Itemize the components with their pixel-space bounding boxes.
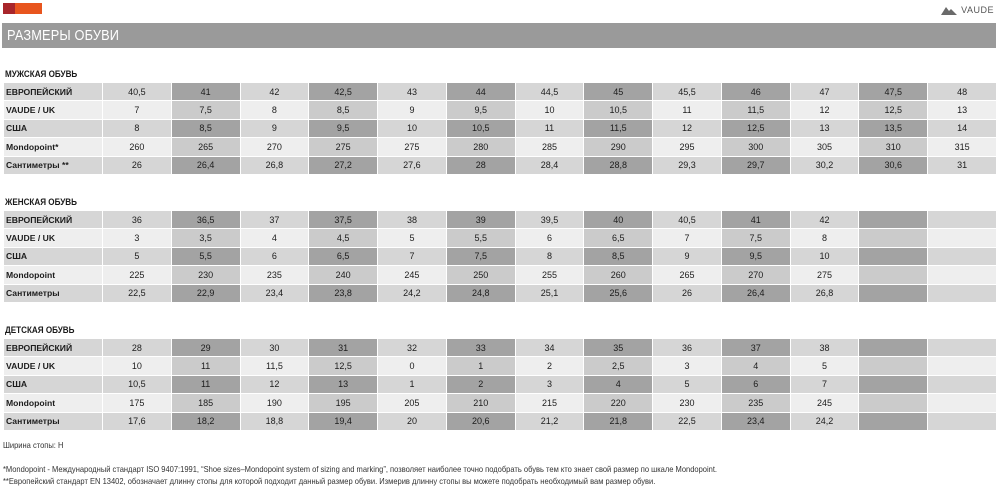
brand-swatch-orange [15,3,42,14]
size-cell: 45 [584,83,653,101]
size-cell: 36 [653,339,722,357]
size-cell: 8 [240,101,309,119]
table-row [4,229,997,247]
size-cell: 4 [584,375,653,393]
size-cell: 275 [790,266,859,284]
size-cell: 18,2 [171,412,240,430]
size-cell: 23,8 [309,284,378,302]
size-cell: 8,5 [584,247,653,265]
section-title-men: МУЖСКАЯ ОБУВЬ [5,69,78,79]
size-cell: 6,5 [584,229,653,247]
size-cell: 31 [928,156,997,174]
size-cell: 27,2 [309,156,378,174]
size-cell: 265 [171,138,240,156]
size-cell: 0 [378,357,447,375]
size-cell: 3 [515,375,584,393]
size-cell: 245 [378,266,447,284]
size-cell: 24,8 [446,284,515,302]
size-cell: 25,1 [515,284,584,302]
size-cell: 22,5 [653,412,722,430]
size-cell: 7,5 [721,229,790,247]
size-cell: 43 [378,83,447,101]
row-label: Сантиметры ** [4,156,103,174]
row-label: ЕВРОПЕЙСКИЙ [4,83,103,101]
size-cell: 8 [103,119,172,137]
page-title: РАЗМЕРЫ ОБУВИ [7,27,120,44]
size-cell: 42 [240,83,309,101]
size-cell: 26,4 [721,284,790,302]
table-row [4,247,997,265]
size-cell: 28 [446,156,515,174]
size-cell: 17,6 [103,412,172,430]
size-cell: 8 [515,247,584,265]
size-cell: 310 [859,138,928,156]
size-cell: 24,2 [378,284,447,302]
size-cell: 7,5 [446,247,515,265]
row-label: США [4,119,103,137]
table-row [4,284,997,302]
size-cell: 26 [653,284,722,302]
table-row [4,357,997,375]
brand-swatch-dark [3,3,15,14]
size-cell: 11 [171,375,240,393]
size-cell: 300 [721,138,790,156]
size-cell: 260 [584,266,653,284]
size-cell: 37 [721,339,790,357]
row-label: ЕВРОПЕЙСКИЙ [4,339,103,357]
size-cell: 19,4 [309,412,378,430]
table-row [4,138,997,156]
size-cell: 9 [240,119,309,137]
size-cell: 305 [790,138,859,156]
size-cell: 8,5 [171,119,240,137]
size-cell: 10,5 [446,119,515,137]
size-cell: 195 [309,394,378,412]
size-cell: 13 [928,101,997,119]
size-cell: 44 [446,83,515,101]
size-cell: 5,5 [446,229,515,247]
size-cell: 7 [653,229,722,247]
size-cell: 30,6 [859,156,928,174]
size-cell: 41 [721,211,790,229]
size-cell: 6 [240,247,309,265]
size-cell: 40 [584,211,653,229]
size-cell: 18,8 [240,412,309,430]
table-row [4,101,997,119]
size-cell: 40,5 [653,211,722,229]
size-cell: 47,5 [859,83,928,101]
size-cell: 175 [103,394,172,412]
size-cell: 36 [103,211,172,229]
size-cell: 7 [378,247,447,265]
size-cell: 12,5 [859,101,928,119]
size-cell: 5 [103,247,172,265]
size-cell: 5 [790,357,859,375]
table-row [4,266,997,284]
size-cell: 3 [653,357,722,375]
size-cell: 11,5 [240,357,309,375]
page-title-bar [2,23,996,48]
size-cell: 29,3 [653,156,722,174]
size-cell: 315 [928,138,997,156]
footnote-mondopoint: *Mondopoint - Международный стандарт ISO 9407:1991, “Shoe sizes–Mondopoint system of sizing and marking”, позволяет наиболее точно подобрать обувь тем кто знает свой размер по шкале Mondopoint. [3,464,718,474]
size-cell: 20 [378,412,447,430]
size-cell: 37 [240,211,309,229]
row-label: Mondopoint [4,394,103,412]
size-cell: 40,5 [103,83,172,101]
size-cell: 13,5 [859,119,928,137]
size-cell: 275 [309,138,378,156]
size-cell: 11 [653,101,722,119]
table-row [4,375,997,393]
size-cell: 9 [653,247,722,265]
size-cell: 13 [309,375,378,393]
size-cell [928,412,997,430]
size-cell: 39,5 [515,211,584,229]
size-cell: 230 [653,394,722,412]
size-cell: 240 [309,266,378,284]
size-cell: 290 [584,138,653,156]
size-cell: 1 [446,357,515,375]
size-cell: 26,8 [790,284,859,302]
size-cell: 2,5 [584,357,653,375]
row-label: Mondopoint* [4,138,103,156]
size-cell: 36,5 [171,211,240,229]
size-cell [928,229,997,247]
size-cell: 295 [653,138,722,156]
size-cell: 41 [171,83,240,101]
size-cell: 12 [653,119,722,137]
size-cell: 45,5 [653,83,722,101]
row-label: ЕВРОПЕЙСКИЙ [4,211,103,229]
size-cell: 34 [515,339,584,357]
size-cell: 14 [928,119,997,137]
section-title-women: ЖЕНСКАЯ ОБУВЬ [5,197,77,207]
size-cell [928,247,997,265]
top-bar [0,0,1000,20]
size-cell: 10 [790,247,859,265]
size-cell: 35 [584,339,653,357]
size-cell: 235 [240,266,309,284]
size-cell: 6 [721,375,790,393]
size-cell [859,229,928,247]
size-cell: 225 [103,266,172,284]
size-cell [928,357,997,375]
brand-name: VAUDE [961,5,994,15]
size-cell: 48 [928,83,997,101]
table-row [4,83,997,101]
size-cell: 235 [721,394,790,412]
size-cell: 42 [790,211,859,229]
foot-width-note: Ширина стопы: H [3,440,64,450]
size-cell [859,339,928,357]
size-cell [928,339,997,357]
size-table-women [3,210,997,303]
size-cell: 38 [378,211,447,229]
size-cell [928,394,997,412]
size-cell: 20,6 [446,412,515,430]
size-cell: 265 [653,266,722,284]
size-cell: 23,4 [240,284,309,302]
size-cell: 21,2 [515,412,584,430]
row-label: VAUDE / UK [4,229,103,247]
size-cell: 11,5 [584,119,653,137]
size-cell: 9,5 [721,247,790,265]
size-cell: 9,5 [446,101,515,119]
size-cell: 7 [103,101,172,119]
size-cell: 9,5 [309,119,378,137]
size-cell: 270 [240,138,309,156]
size-cell: 30 [240,339,309,357]
size-cell: 39 [446,211,515,229]
size-cell: 26,4 [171,156,240,174]
section-title-kids: ДЕТСКАЯ ОБУВЬ [5,325,75,335]
size-cell: 185 [171,394,240,412]
size-cell: 2 [446,375,515,393]
size-cell: 4 [240,229,309,247]
size-cell: 10 [103,357,172,375]
size-cell: 22,5 [103,284,172,302]
size-cell [859,375,928,393]
row-label: VAUDE / UK [4,101,103,119]
size-cell: 22,9 [171,284,240,302]
size-cell: 2 [515,357,584,375]
size-cell: 7,5 [171,101,240,119]
row-label: VAUDE / UK [4,357,103,375]
size-table-kids [3,338,997,431]
size-cell: 3,5 [171,229,240,247]
table-row [4,156,997,174]
size-cell: 13 [790,119,859,137]
size-cell: 42,5 [309,83,378,101]
size-cell: 245 [790,394,859,412]
size-cell: 26 [103,156,172,174]
size-cell: 31 [309,339,378,357]
size-cell: 27,6 [378,156,447,174]
size-cell: 210 [446,394,515,412]
size-cell: 33 [446,339,515,357]
size-cell [859,394,928,412]
row-label: Сантиметры [4,412,103,430]
size-cell: 5 [653,375,722,393]
size-cell: 7 [790,375,859,393]
size-cell [859,412,928,430]
size-cell: 205 [378,394,447,412]
size-cell: 24,2 [790,412,859,430]
mountain-icon [941,6,957,15]
size-cell: 230 [171,266,240,284]
size-cell: 29,7 [721,156,790,174]
row-label: США [4,375,103,393]
size-cell: 270 [721,266,790,284]
size-table-men [3,82,997,175]
size-cell: 25,6 [584,284,653,302]
size-cell: 26,8 [240,156,309,174]
size-cell: 10 [515,101,584,119]
size-cell: 30,2 [790,156,859,174]
size-cell [859,357,928,375]
size-cell: 250 [446,266,515,284]
row-label: Сантиметры [4,284,103,302]
size-cell: 28,8 [584,156,653,174]
footnote-centimeters: **Европейский стандарт EN 13402, обозначает длинну стопы для которой подходит данный размер обуви. Измерив длинну стопы вы можете подобрать необходимый вам размер обуви. [3,476,656,486]
size-cell: 260 [103,138,172,156]
size-cell: 44,5 [515,83,584,101]
size-cell: 8 [790,229,859,247]
size-cell: 12,5 [309,357,378,375]
size-cell: 280 [446,138,515,156]
table-row [4,211,997,229]
table-row [4,339,997,357]
table-row [4,412,997,430]
size-cell: 10,5 [584,101,653,119]
vaude-logo [941,2,994,18]
row-label: США [4,247,103,265]
size-cell: 29 [171,339,240,357]
size-cell [928,375,997,393]
size-cell: 275 [378,138,447,156]
size-cell: 4 [721,357,790,375]
size-cell: 10 [378,119,447,137]
size-cell: 12 [790,101,859,119]
row-label: Mondopoint [4,266,103,284]
size-cell: 28 [103,339,172,357]
size-cell: 285 [515,138,584,156]
size-cell: 12,5 [721,119,790,137]
size-cell: 215 [515,394,584,412]
size-cell [928,284,997,302]
size-cell: 190 [240,394,309,412]
size-cell: 5,5 [171,247,240,265]
size-cell: 11,5 [721,101,790,119]
size-cell: 3 [103,229,172,247]
size-cell [859,247,928,265]
size-cell: 6,5 [309,247,378,265]
size-cell: 12 [240,375,309,393]
size-cell: 46 [721,83,790,101]
size-cell: 21,8 [584,412,653,430]
size-cell: 4,5 [309,229,378,247]
table-row [4,394,997,412]
size-cell [928,211,997,229]
size-cell: 37,5 [309,211,378,229]
size-cell: 11 [171,357,240,375]
size-cell: 28,4 [515,156,584,174]
size-cell: 5 [378,229,447,247]
size-cell: 255 [515,266,584,284]
size-cell: 38 [790,339,859,357]
size-cell [859,284,928,302]
size-cell: 11 [515,119,584,137]
table-row [4,119,997,137]
size-cell [859,266,928,284]
size-cell: 8,5 [309,101,378,119]
size-cell: 10,5 [103,375,172,393]
size-cell: 9 [378,101,447,119]
size-cell: 1 [378,375,447,393]
size-cell: 47 [790,83,859,101]
size-cell: 32 [378,339,447,357]
size-cell [928,266,997,284]
size-cell: 23,4 [721,412,790,430]
size-cell: 220 [584,394,653,412]
size-cell [859,211,928,229]
size-cell: 6 [515,229,584,247]
